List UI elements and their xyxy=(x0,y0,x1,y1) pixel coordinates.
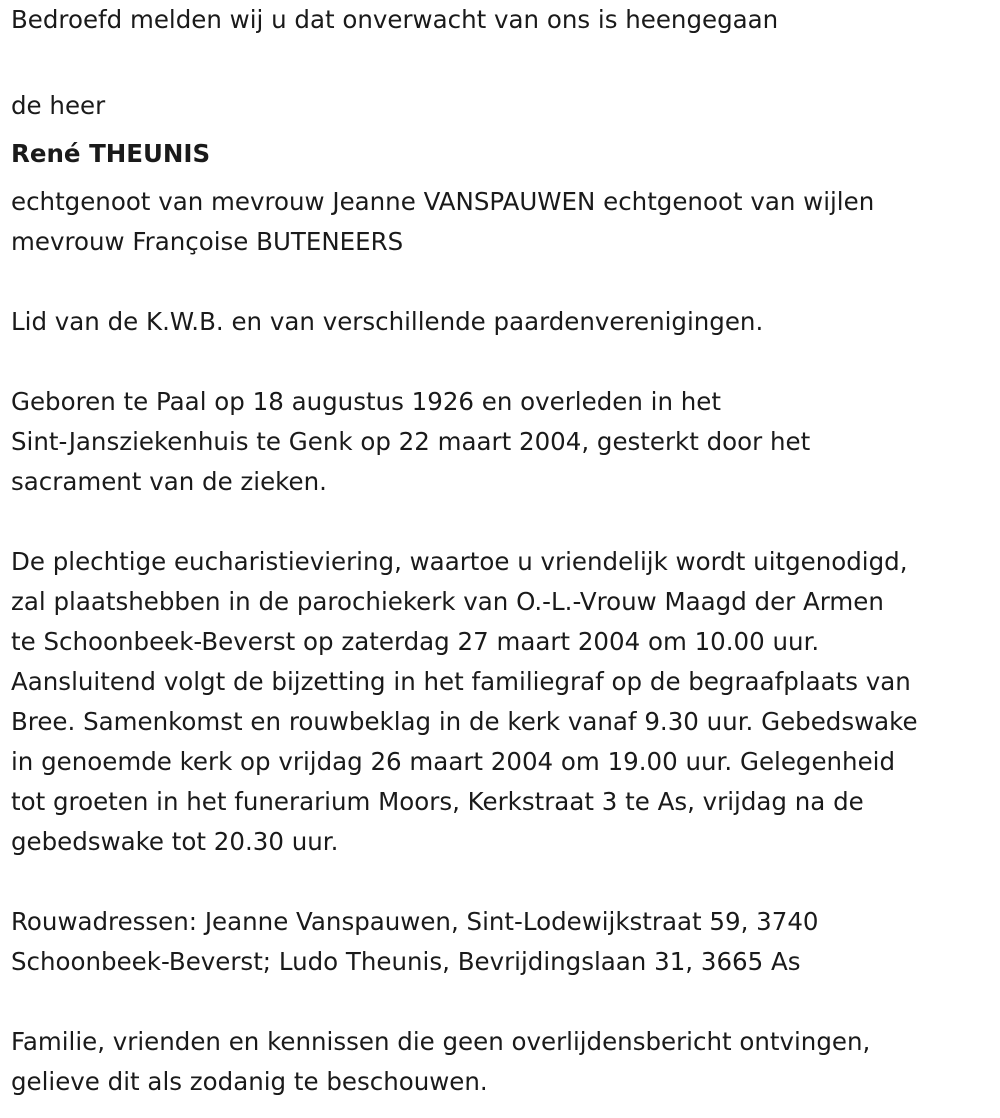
ceremony-line-7: tot groeten in het funerarium Moors, Kerkstraat 3 te As, vrijdag na de xyxy=(11,787,864,816)
ceremony-line-6: in genoemde kerk op vrijdag 26 maart 2004 om 19.00 uur. Gelegenheid xyxy=(11,747,896,776)
ceremony-line-5: Bree. Samenkomst en rouwbeklag in de kerk vanaf 9.30 uur. Gebedswake xyxy=(11,707,918,736)
address-line-2: Schoonbeek-Beverst; Ludo Theunis, Bevrijdingslaan 31, 3665 As xyxy=(11,947,801,976)
spacer xyxy=(11,502,996,542)
birth-death-line-2: Sint-Jansziekenhuis te Genk op 22 maart 2004, gesterkt door het xyxy=(11,427,811,456)
spacer xyxy=(11,982,996,1022)
ceremony-line-3: te Schoonbeek-Beverst op zaterdag 27 maart 2004 om 10.00 uur. xyxy=(11,627,820,656)
spacer xyxy=(11,862,996,902)
ceremony-line-8: gebedswake tot 20.30 uur. xyxy=(11,827,339,856)
spacer xyxy=(11,342,996,382)
address-line-1: Rouwadressen: Jeanne Vanspauwen, Sint-Lodewijkstraat 59, 3740 xyxy=(11,907,819,936)
closing-line-2: gelieve dit als zodanig te beschouwen. xyxy=(11,1067,488,1096)
spouse-line-1: echtgenoot van mevrouw Jeanne VANSPAUWEN echtgenoot van wijlen xyxy=(11,187,875,216)
birth-death-line-1: Geboren te Paal op 18 augustus 1926 en overleden in het xyxy=(11,387,721,416)
obituary-document xyxy=(11,0,996,1102)
spacer xyxy=(11,262,996,302)
spacer xyxy=(11,40,996,80)
ceremony-line-4: Aansluitend volgt de bijzetting in het familiegraf op de begraafplaats van xyxy=(11,667,911,696)
birth-death-line-3: sacrament van de zieken. xyxy=(11,467,327,496)
deceased-name: René THEUNIS xyxy=(11,139,211,168)
title-line: de heer xyxy=(11,91,106,120)
intro-line: Bedroefd melden wij u dat onverwacht van ons is heengegaan xyxy=(11,5,779,34)
closing-line-1: Familie, vrienden en kennissen die geen overlijdensbericht ontvingen, xyxy=(11,1027,871,1056)
ceremony-line-2: zal plaatshebben in de parochiekerk van O.-L.-Vrouw Maagd der Armen xyxy=(11,587,884,616)
spouse-line-2: mevrouw Françoise BUTENEERS xyxy=(11,227,404,256)
membership-line: Lid van de K.W.B. en van verschillende paardenverenigingen. xyxy=(11,307,764,336)
ceremony-line-1: De plechtige eucharistieviering, waartoe u vriendelijk wordt uitgenodigd, xyxy=(11,547,908,576)
